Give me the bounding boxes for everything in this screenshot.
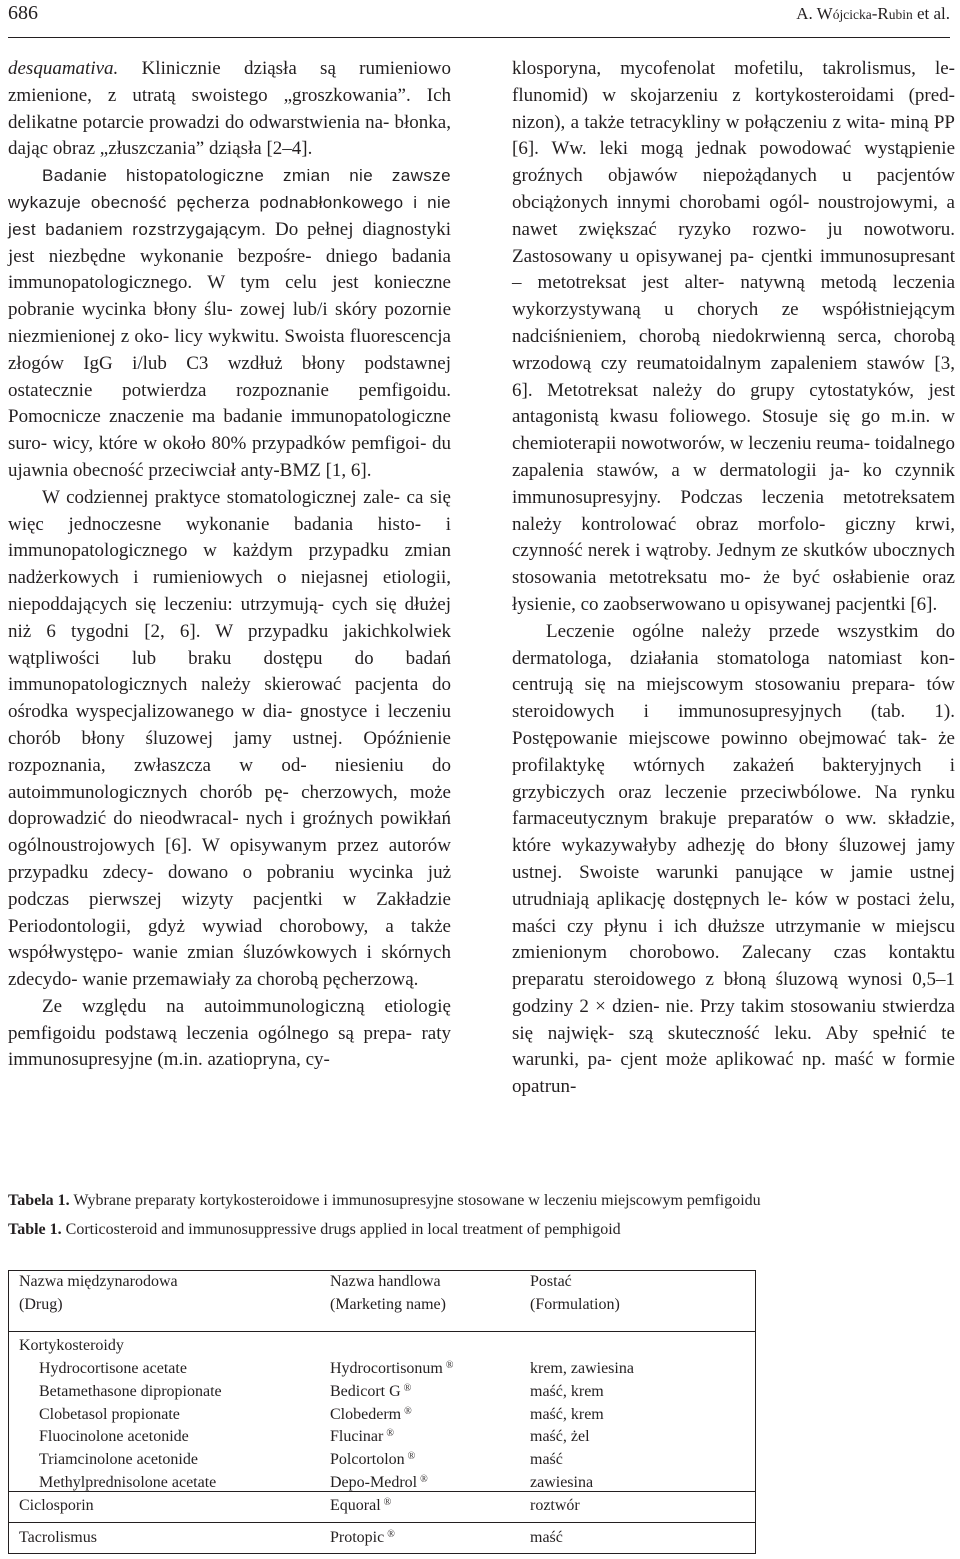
paragraph [512, 619, 955, 1101]
table-cell-brand [330, 1383, 411, 1401]
registered-mark: ® [445, 1360, 454, 1371]
table-header-en: (Drug) [19, 1296, 63, 1313]
text-run: Klinicznie dziąsła są rumieniowo zmienione, z utratą swoistego „groszkowania”. Ich delikatne potarcie prowadzi do odwarstwienia na- błonka, dając obraz „złuszczania” dziąsła [2–4]. [8, 58, 451, 160]
table-rule [9, 1331, 755, 1332]
table-cell-brand [330, 1451, 415, 1469]
text-run: Ze względu na autoimmunologiczną etiologię pemfigoidu podstawą leczenia ogólnego są prepa- raty immunosupresyjne (m.in. azatiopryna, cy- [8, 995, 451, 1071]
table-cell-form: roztwór [530, 1497, 580, 1514]
brand-name: Protopic [330, 1528, 385, 1546]
brand-name: Flucinar [330, 1428, 384, 1446]
paragraph [8, 485, 451, 994]
registered-mark: ® [383, 1497, 392, 1508]
brand-name: Clobederm [330, 1405, 402, 1423]
table-rule [9, 1522, 755, 1523]
table-cell-form: maść, krem [530, 1382, 604, 1400]
table-cell-brand [330, 1497, 391, 1515]
brand-name: Hydrocortisonum [330, 1360, 443, 1377]
table-cell-drug: Methylprednisolone acetate [39, 1474, 217, 1491]
table-cell-drug: Clobetasol propionate [39, 1405, 180, 1423]
table-cell-drug: Tacrolismus [19, 1528, 97, 1546]
table-cell-brand [330, 1474, 428, 1492]
table-captions [8, 1190, 768, 1241]
table-cell-form: zawiesina [530, 1474, 594, 1491]
page-header [8, 0, 950, 30]
table-cell-brand [330, 1406, 412, 1424]
text-run: Leczenie ogólne należy przede wszystkim do dermatologa, działania stomatologa natomiast kon- centrują się na miejscowym stosowaniu prepara- tów steroidowych i immunosupresyjnych (tab. 1). Postępowanie miejscowe powinno obejmować tak- że profilaktykę wtórnych zakażeń bakteryjnych i grzybiczych oraz leczenie przeciwbólowe. Na rynku farmaceutycznym brakuje preparatów o ww. składzie, które wykazywałyby adhezję do błony śluzowej jamy ustnej. Swoiste warunki panujące w jamie ustnej utrudniają aplikację dostępnych le- ków w postaci żelu, maści czy płynu i ich dłuższe utrzymanie w miejscu zmienionym chorobowo. Zalecany czas kontaktu preparatu steroidowego z błoną śluzową wynosi 0,5–1 godziny 2 × dzien- nie. Przy takim stosowaniu stwierdza się najwięk- szą skuteczność leku. Aby spełnić te warunki, pa- cjent może aplikować np. maść w formie opatrun- [512, 620, 955, 1098]
table-cell-brand [330, 1360, 453, 1378]
header-rule [8, 37, 950, 38]
table-caption-en: Table 1. Corticosteroid and immunosuppressive drugs applied in local treatment of pemphigoid [8, 1221, 621, 1238]
table-cell-form: krem, zawiesina [530, 1360, 634, 1377]
table-cell-form: maść [530, 1451, 563, 1469]
left-column [8, 56, 451, 1074]
table-caption-pl: Tabela 1. Wybrane preparaty kortykosteroidowe i immunosupresyjne stosowane w leczeniu miejscowym pemfigoidu [8, 1192, 761, 1209]
running-head-authors: A. Wójcicka-Rubin et al. [796, 4, 950, 23]
page-number: 686 [8, 2, 38, 24]
table-cell-drug: Hydrocortisone acetate [39, 1360, 187, 1377]
registered-mark: ® [407, 1451, 416, 1463]
paragraph [8, 163, 451, 485]
text-run: Do pełnej diagnostyki jest niezbędne wykonanie bezpośre- dniego badania immunopatologicznego. W tym celu jest konieczne pobranie wycinka błony ślu- zowej lub/i skóry pozornie niezmienionej z oko- licy wykwitu. Swoista fluorescencja złogów IgG i/lub C3 wzdłuż błony podstawnej ostatecznie potwierdza rozpoznanie pemfigoidu. Pomocnicze znaczenie ma badanie immunopatologiczne suro- wicy, które w około 80% przypadków pemfigoi- du ujawnia obecność przeciwciał anty-BMZ [1, 6]. [8, 218, 451, 481]
table-cell-brand [330, 1428, 394, 1446]
table-cell-form: maść, krem [530, 1405, 604, 1423]
registered-mark: ® [420, 1474, 428, 1485]
table-cell-drug: Betamethasone dipropionate [39, 1382, 222, 1400]
table-header-en: (Marketing name) [330, 1296, 446, 1313]
brand-name: Polcortolon [330, 1451, 405, 1469]
table-cell-form: maść [530, 1528, 563, 1546]
brand-name: Equoral [330, 1497, 381, 1514]
table-cell-brand [330, 1529, 395, 1547]
registered-mark: ® [387, 1528, 395, 1540]
paragraph [8, 56, 451, 163]
right-column [512, 56, 955, 1101]
table-cell-form: maść, żel [530, 1428, 590, 1446]
table-group-label: Kortykosteroidy [19, 1337, 124, 1354]
table-cell-drug: Fluocinolone acetonide [39, 1428, 189, 1446]
paragraph [8, 994, 451, 1074]
table-header-en: (Formulation) [530, 1296, 620, 1313]
text-run: desquamativa. [8, 58, 119, 79]
table-header: Nazwa handlowa [330, 1273, 441, 1290]
drug-table [8, 1270, 756, 1554]
table-cell-drug: Ciclosporin [19, 1497, 94, 1514]
brand-name: Depo-Medrol [330, 1474, 418, 1491]
table-header: Postać [530, 1273, 572, 1290]
paragraph [512, 56, 955, 619]
table-header: Nazwa międzynarodowa [19, 1273, 178, 1290]
registered-mark: ® [404, 1405, 412, 1417]
text-run: klosporyna, mycofenolat mofetilu, takrolismus, le- flunomid) w skojarzeniu z kortykosteroidami (pred- nizon), a także tetracykliny w połączeniu z wita- miną PP [6]. Ww. leki mogą jednak powodować wystąpienie groźnych objawów niepożądanych u pacjentów obciążonych innymi chorobami ogól- noustrojowymi, a nawet zwiększać ryzyko rozwo- ju nowotworu. Zastosowany u opisywanej pa- cjentki immunosupresant – metotreksat jest alter- natywną metodą leczenia wykorzystywaną u chorych ze współistniejącym nadciśnieniem, chorobą niedokrwienną serca, chorobą wrzodową czy reumatoidalnym zapaleniem stawów [3, 6]. Metotreksat należy do grupy cytostatyków, jest antagonistą kwasu foliowego. Stosuje się go m.in. w chemioterapii nowotworów, w leczeniu reuma- toidalnego zapalenia stawów, a w dermatologii ja- ko czynnik immunosupresyjny. Podczas leczenia metotreksatem należy kontrolować obraz morfolo- giczny krwi, czynność nerek i wątroby. Jednym ze skutków ubocznych stosowania metotreksatu mo- że być osłabienie oraz łysienie, co zaobserwowano u opisywanej pacjentki [6]. [512, 58, 956, 615]
text-run: W codziennej praktyce stomatologicznej zale- ca się więc jednoczesne wykonanie badania histo- i immunopatologicznego w każdym przypadku zmian nadżerkowych i rumieniowych o niejasnej etiologii, niepoddających się leczeniu: utrzymują- cych się dłużej niż 6 tygodni [2, 6]. W przypadku jakichkolwiek wątpliwości lub braku dostępu do badań immunopatologicznych należy skierować pacjenta do ośrodka wyspecjalizowanego w dia- gnostyce i leczeniu chorób błony śluzowej jamy ustnej. Opóźnienie rozpoznania, zwłaszcza w od- niesieniu do autoimmunologicznych chorób pę- cherzowych, może doprowadzić do nieodwracal- nych i groźnych powikłań ogólnoustrojowych [6]. W opisywanym przez autorów przypadku zdecy- dowano o pobraniu wycinka już podczas pierwszej wizyty pacjentki w Zakładzie Periodontologii, gdyż wywiad chorobowy, a także współwystępo- wanie zmian śluzówkowych i skórnych zdecydo- wanie przemawiały za chorobą pęcherzową. [8, 486, 451, 991]
table-cell-drug: Triamcinolone acetonide [39, 1451, 198, 1469]
brand-name: Bedicort G [330, 1382, 401, 1400]
registered-mark: ® [386, 1428, 394, 1440]
text-run: Badanie histopatologiczne zmian nie zawsze wykazuje obecność pęcherza podnabłonkowego i nie jest badaniem rozstrzygającym. [8, 166, 451, 239]
registered-mark: ® [403, 1382, 412, 1394]
